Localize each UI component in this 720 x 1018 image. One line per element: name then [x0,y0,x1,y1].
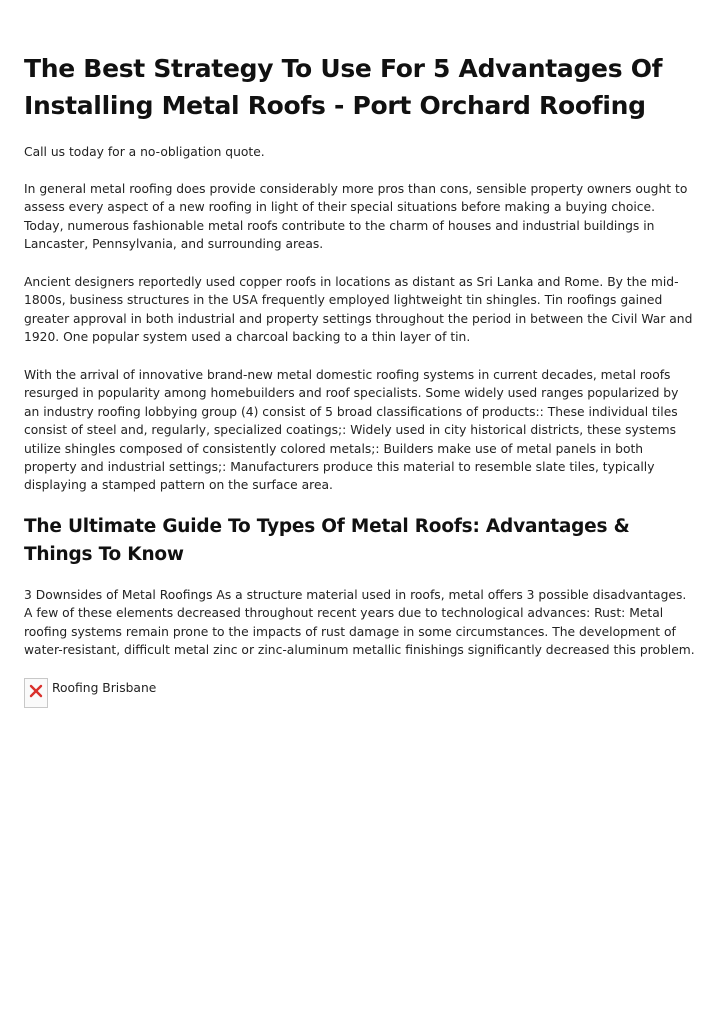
intro-text: Call us today for a no-obligation quote. [24,145,265,159]
page-title: The Best Strategy To Use For 5 Advantages Of Installing Metal Roofs - Port Orchard Roofing [24,54,663,120]
broken-image-icon [24,678,48,708]
section-heading: The Ultimate Guide To Types Of Metal Roofs: Advantages & Things To Know [24,516,630,565]
paragraph-3: With the arrival of innovative brand-new metal domestic roofing systems in current decades, metal roofs resurged in popularity among homebuilders and roof specialists. Some widely used ranges popularized by an industry roofing lobbying group (4) consist of 5 broad classifications of products:: These individual tiles consist of steel and, regularly, specialized coatings;: Widely used in city historical districts, these systems utilize shingles composed of consistently colored metals;: Builders make use of metal panels in both property and industrial settings;: Manufacturers produce this material to resemble slate tiles, typically displaying a stamped pattern on the surface area. [24,368,679,493]
paragraph-1: In general metal roofing does provide considerably more pros than cons, sensible property owners ought to assess every aspect of a new roofing in light of their special situations before making a buying choice. Today, numerous fashionable metal roofs contribute to the charm of houses and industrial buildings in Lancaster, Pennsylvania, and surrounding areas. [24,182,688,252]
red-x-icon [28,683,44,699]
image-alt-text: Roofing Brisbane [52,681,157,695]
roofing-image [24,678,156,708]
section-paragraph: 3 Downsides of Metal Roofings As a structure material used in roofs, metal offers 3 possible disadvantages. A few of these elements decreased throughout recent years due to technological advances: Rust: Metal roofing systems remain prone to the impacts of rust damage in some circumstances. The development of water-resistant, difficult metal zinc or zinc-aluminum metallic finishings significantly decreased this problem. [24,588,695,658]
paragraph-2: Ancient designers reportedly used copper roofs in locations as distant as Sri Lanka and Rome. By the mid-1800s, business structures in the USA frequently employed lightweight tin shingles. Tin roofings gained greater approval in both industrial and property settings throughout the period in between the Civil War and 1920. One popular system used a charcoal backing to a thin layer of tin. [24,275,693,345]
